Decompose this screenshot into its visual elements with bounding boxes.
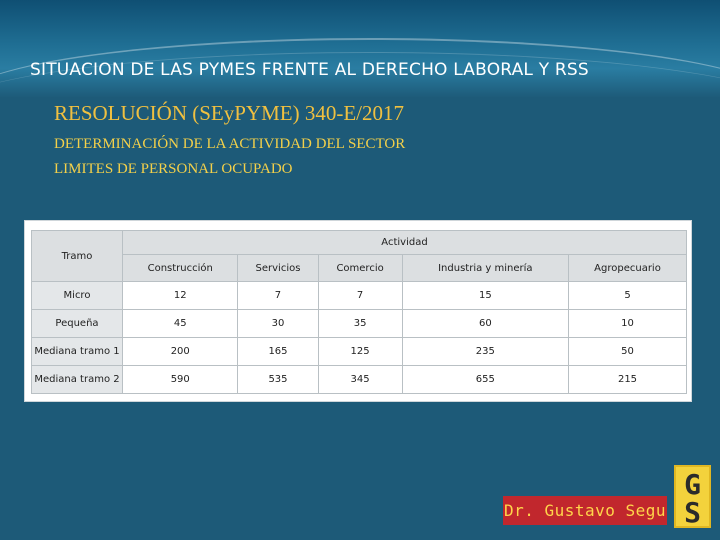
table-cell: 215 — [569, 366, 687, 394]
column-header: Industria y minería — [402, 255, 568, 282]
table-cell: 5 — [569, 282, 687, 310]
table-cell: 45 — [123, 310, 238, 338]
table-cell: 35 — [318, 310, 402, 338]
column-header: Servicios — [238, 255, 318, 282]
table-cell: 655 — [402, 366, 568, 394]
header-band — [0, 0, 720, 98]
table-cell: 125 — [318, 338, 402, 366]
row-label: Mediana tramo 1 — [32, 338, 123, 366]
table-cell: 60 — [402, 310, 568, 338]
row-label: Micro — [32, 282, 123, 310]
resolution-title: RESOLUCIÓN (SEyPYME) 340-E/2017 — [54, 101, 404, 125]
table-cell: 345 — [318, 366, 402, 394]
gs-logo-icon — [676, 467, 709, 526]
table-cell: 7 — [238, 282, 318, 310]
slide-title: SITUACION DE LAS PYMES FRENTE AL DERECHO LABORAL Y RSS — [30, 60, 589, 80]
table-cell: 12 — [123, 282, 238, 310]
table-row — [32, 338, 687, 366]
header-actividad: Actividad — [123, 231, 687, 255]
gs-logo — [674, 465, 711, 528]
table-cell: 590 — [123, 366, 238, 394]
column-header: Agropecuario — [569, 255, 687, 282]
subtitle-limits: LIMITES DE PERSONAL OCUPADO — [54, 161, 293, 177]
table-cell: 50 — [569, 338, 687, 366]
table-cell: 200 — [123, 338, 238, 366]
table-cell: 15 — [402, 282, 568, 310]
table-image-frame — [24, 220, 692, 402]
table-cell: 165 — [238, 338, 318, 366]
table-row — [32, 366, 687, 394]
table-cell: 30 — [238, 310, 318, 338]
table-cell: 535 — [238, 366, 318, 394]
personnel-limits-table — [31, 230, 687, 394]
table-cell: 7 — [318, 282, 402, 310]
logo-letter-g: G — [684, 468, 701, 501]
table-cell: 235 — [402, 338, 568, 366]
logo-letter-s: S — [684, 496, 701, 526]
row-label: Pequeña — [32, 310, 123, 338]
column-header: Comercio — [318, 255, 402, 282]
subtitle-activity: DETERMINACIÓN DE LA ACTIVIDAD DEL SECTOR — [54, 136, 406, 152]
column-header: Construcción — [123, 255, 238, 282]
row-label: Mediana tramo 2 — [32, 366, 123, 394]
header-tramo: Tramo — [32, 231, 123, 282]
table-cell: 10 — [569, 310, 687, 338]
table-row — [32, 282, 687, 310]
table-row — [32, 310, 687, 338]
signature-banner: Dr. Gustavo Segu — [503, 496, 667, 525]
